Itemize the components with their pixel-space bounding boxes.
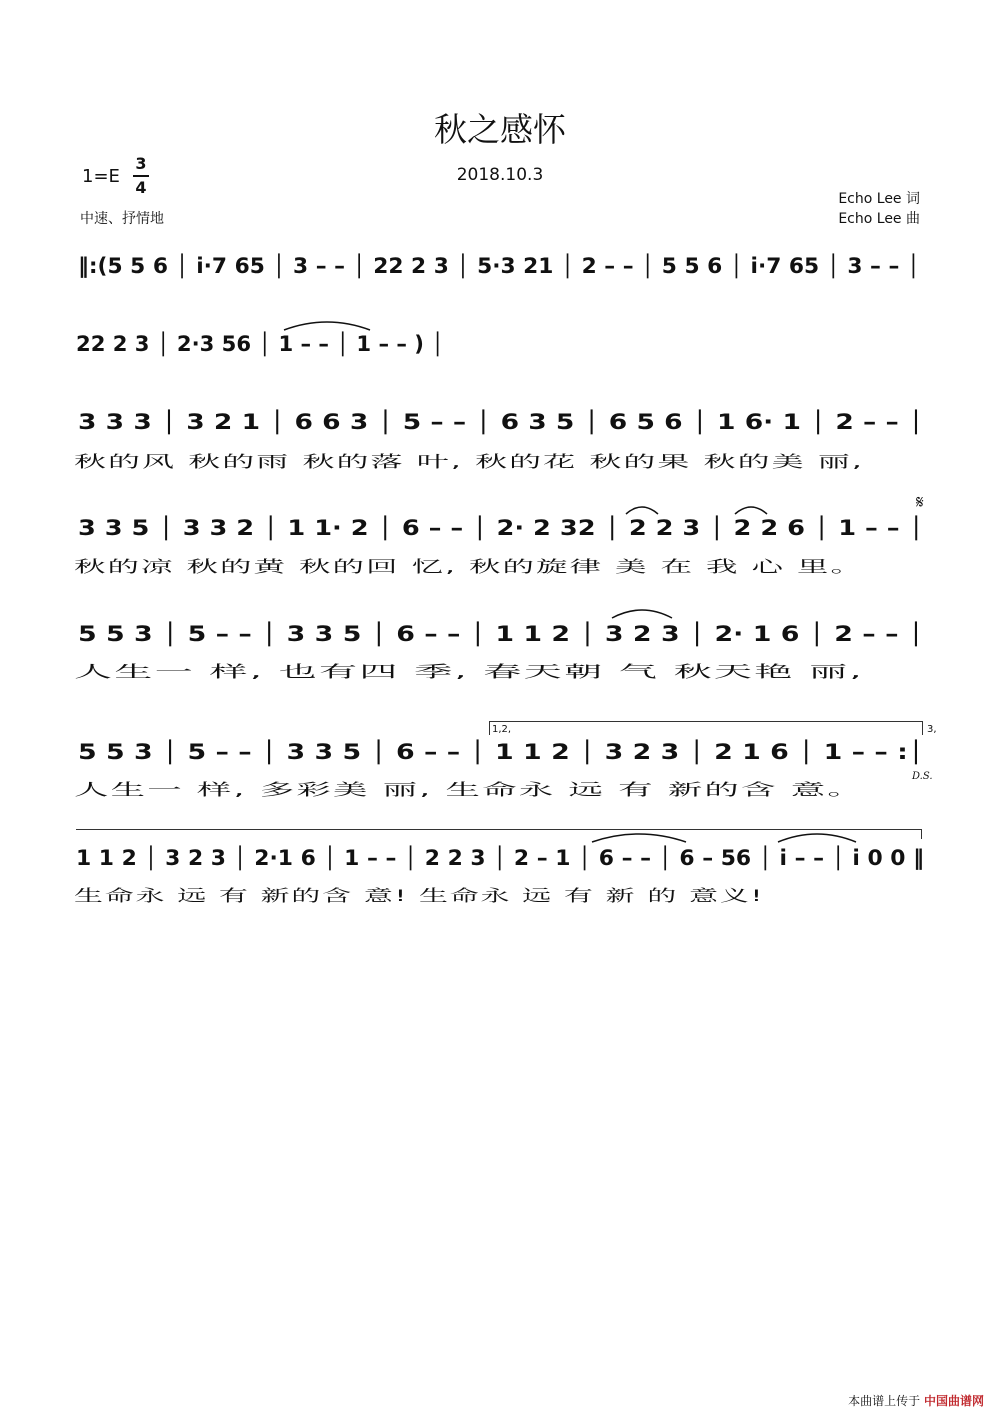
lyrics-line: 秋的风 秋的雨 秋的落 叶, 秋的花 秋的果 秋的美 丽, — [74, 452, 864, 471]
time-signature — [131, 154, 151, 198]
volta-bracket-3-end — [921, 829, 922, 839]
notation-line: 3 3 3 │ 3 2 1 │ 6 6 3 │ 5 – – │ 6 3 5 │ 6 5 6 │ 1 6· 1 │ 2 – – │ — [78, 410, 924, 434]
notation-line: 5 5 3 │ 5 – – │ 3 3 5 │ 6 – – │ 1 1 2 │ 3 2 3 │ 2· 1 6 │ 2 – – │ — [78, 622, 924, 646]
notation-line: ‖:(5 5 6 │ i·7 65 │ 3 – – │ 22 2 3 │ 5·3 21 │ 2 – – │ 5 5 6 │ i·7 65 │ 3 – – │ — [78, 254, 920, 278]
lyrics-row-3 — [74, 452, 934, 472]
song-title: 秋之感怀 — [434, 110, 566, 149]
tie-slur — [610, 606, 674, 620]
score-row-1 — [76, 254, 924, 278]
tempo-marking: 中速、抒情地 — [80, 211, 164, 227]
lyrics-row-4 — [74, 557, 934, 577]
dal-segno-mark: D.S. — [912, 771, 933, 782]
composer-credit: Echo Lee 曲 — [838, 211, 920, 227]
volta-bracket — [489, 721, 923, 722]
tie-slur — [624, 502, 660, 516]
score-row-5 — [76, 622, 924, 646]
lyrics-line: 人生一 样, 多彩美 丽, 生命永 远 有 新的含 意。 — [74, 780, 864, 799]
lyrics-row-6 — [74, 780, 934, 800]
time-signature-bottom: 4 — [135, 178, 147, 197]
volta-bracket-end — [922, 721, 923, 735]
composition-date: 2018.10.3 — [456, 165, 544, 185]
key-signature: 1=E — [82, 166, 120, 187]
score-row-3 — [76, 410, 924, 434]
volta-bracket-start — [489, 721, 490, 735]
tie-slur — [776, 830, 858, 844]
upload-credit — [848, 1392, 984, 1409]
lyrics-row-5 — [74, 662, 934, 682]
lyrics-row-7 — [74, 886, 934, 906]
lyricist-credit: Echo Lee 词 — [838, 191, 920, 207]
lyrics-line: 生命永 远 有 新的含 意! 生命永 远 有 新 的 意义! — [74, 886, 764, 905]
site-brand-logo: 中国曲谱网 — [923, 1394, 984, 1408]
score-row-7 — [76, 846, 924, 870]
notation-line: 1 1 2 │ 3 2 3 │ 2·1 6 │ 1 – – │ 2 2 3 │ 2 – 1 │ 6 – – │ 6 – 56 │ i – – │ i 0 0 ‖ — [76, 846, 925, 870]
notation-line: 22 2 3 │ 2·3 56 │ 1 – – │ 1 – – ) │ — [76, 332, 444, 356]
volta-1-2-label: 1,2, — [492, 724, 512, 735]
volta-3-label: 3, — [927, 724, 937, 735]
tie-slur — [282, 318, 372, 332]
tie-slur — [733, 502, 769, 516]
tie-slur — [590, 830, 688, 844]
score-row-6 — [76, 740, 924, 764]
score-row-2 — [76, 332, 924, 356]
notation-line: 5 5 3 │ 5 – – │ 3 3 5 │ 6 – – │ 1 1 2 │ 3 2 3 │ 2 1 6 │ 1 – – :│ — [78, 740, 925, 764]
lyrics-line: 秋的凉 秋的黄 秋的回 忆, 秋的旋律 美 在 我 心 里。 — [74, 557, 864, 576]
lyrics-line: 人生一 样, 也有四 季, 春天朝 气 秋天艳 丽, — [74, 662, 864, 681]
upload-credit-text: 本曲谱上传于 — [848, 1394, 921, 1408]
notation-line: 3 3 5 │ 3 3 2 │ 1 1· 2 │ 6 – – │ 2· 2 32 │ 2 2 3 │ 2 2 6 │ 1 – – │ — [78, 516, 924, 540]
time-signature-top: 3 — [135, 154, 147, 173]
segno-sign: 𝄋 — [916, 492, 924, 513]
score-row-4 — [76, 516, 924, 540]
